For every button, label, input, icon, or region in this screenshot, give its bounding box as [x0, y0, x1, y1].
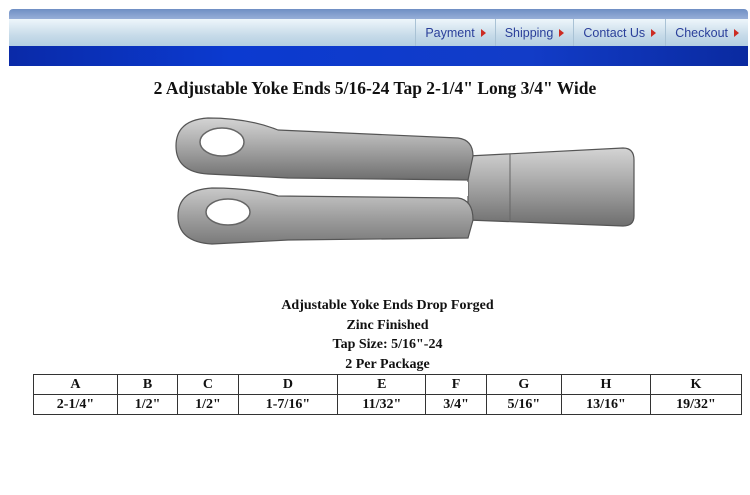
table-header: F [426, 375, 486, 395]
product-description [0, 296, 750, 374]
table-cell: 1-7/16" [238, 395, 338, 415]
table-cell: 1/2" [117, 395, 177, 415]
description-line: Tap Size: 5/16"-24 [332, 337, 443, 352]
table-header: B [117, 375, 177, 395]
dimensions-table [33, 374, 742, 415]
nav-payment[interactable] [415, 19, 494, 46]
table-header: K [650, 375, 741, 395]
nav-menu [415, 19, 748, 46]
table-header: H [561, 375, 650, 395]
arrow-right-icon [559, 29, 564, 37]
navigation-bar [9, 19, 748, 47]
table-cell: 13/16" [561, 395, 650, 415]
table-header: D [238, 375, 338, 395]
nav-contact-label: Contact Us [583, 25, 646, 40]
arrow-right-icon [734, 29, 739, 37]
product-title: 2 Adjustable Yoke Ends 5/16-24 Tap 2-1/4" Long 3/4" Wide [153, 78, 597, 98]
nav-contact-us[interactable] [573, 19, 665, 46]
table-row [34, 395, 742, 415]
table-header: A [34, 375, 118, 395]
description-line: 2 Per Package [345, 356, 430, 372]
table-cell: 2-1/4" [34, 395, 118, 415]
arrow-right-icon [651, 29, 656, 37]
yoke-end-product-image [168, 108, 638, 273]
header-blue-band [9, 46, 748, 66]
nav-checkout-label: Checkout [675, 25, 728, 40]
table-cell: 19/32" [650, 395, 741, 415]
arrow-right-icon [481, 29, 486, 37]
description-line: Zinc Finished [346, 317, 429, 333]
table-cell: 11/32" [338, 395, 426, 415]
nav-checkout[interactable] [665, 19, 748, 46]
table-header: E [338, 375, 426, 395]
nav-shipping-label: Shipping [504, 25, 554, 40]
nav-shipping[interactable] [495, 19, 574, 46]
table-cell: 1/2" [178, 395, 238, 415]
description-line: Adjustable Yoke Ends Drop Forged [281, 298, 494, 313]
table-header-row [34, 375, 742, 395]
nav-payment-label: Payment [425, 25, 475, 40]
table-header: G [486, 375, 561, 395]
table-cell: 5/16" [486, 395, 561, 415]
table-header: C [178, 375, 238, 395]
table-cell: 3/4" [426, 395, 486, 415]
